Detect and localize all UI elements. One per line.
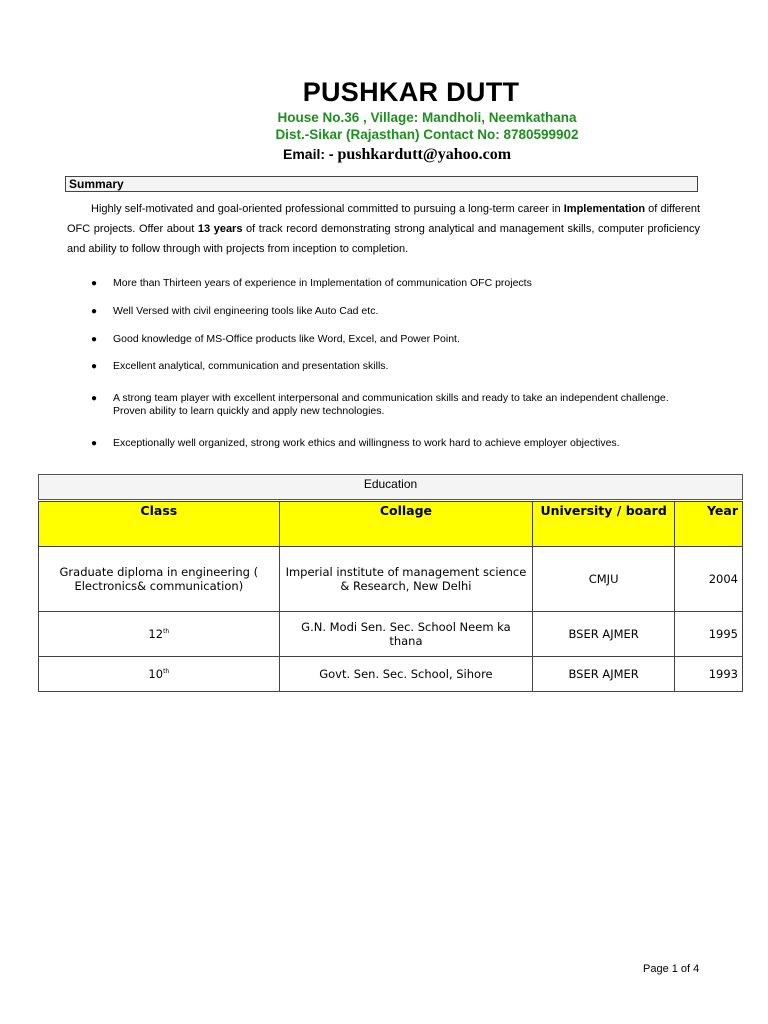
bullet-item bbox=[91, 392, 703, 418]
education-header-row bbox=[39, 502, 743, 547]
column-header-class: Class bbox=[39, 502, 280, 547]
class-text: 12 bbox=[148, 627, 164, 641]
cell-board: BSER AJMER bbox=[533, 657, 675, 692]
education-heading: Education bbox=[38, 474, 743, 500]
cell-college: Imperial institute of management science & Research, New Delhi bbox=[279, 547, 533, 612]
cell-board: CMJU bbox=[533, 547, 675, 612]
bullet-icon: ● bbox=[91, 334, 98, 345]
bullet-icon: ● bbox=[91, 438, 98, 449]
column-header-collage: Collage bbox=[279, 502, 533, 547]
cell-year: 1995 bbox=[675, 612, 743, 657]
summary-heading: Summary bbox=[65, 176, 698, 192]
bullet-item bbox=[91, 333, 703, 346]
class-text: 10 bbox=[148, 667, 164, 681]
table-row bbox=[39, 547, 743, 612]
page-number: Page 1 of 4 bbox=[643, 963, 700, 975]
bullet-text: Well Versed with civil engineering tools like Auto Cad etc. bbox=[113, 305, 379, 317]
cell-year: 1993 bbox=[675, 657, 743, 692]
summary-text: of different OFC projects. Offer about bbox=[67, 203, 701, 235]
bullet-item bbox=[91, 437, 703, 450]
class-superscript: th bbox=[163, 668, 170, 676]
email-label: Email: - bbox=[283, 146, 338, 162]
summary-bold-text: Implementation bbox=[563, 203, 646, 215]
bullet-text: A strong team player with excellent interpersonal and communication skills and ready to take an independent challenge. Proven ability to learn quickly and apply new technologies. bbox=[113, 392, 669, 417]
bullet-icon: ● bbox=[91, 306, 98, 317]
cell-college: G.N. Modi Sen. Sec. School Neem ka thana bbox=[279, 612, 533, 657]
summary-paragraph bbox=[67, 199, 700, 259]
class-superscript: th bbox=[163, 628, 170, 636]
bullet-icon: ● bbox=[91, 278, 98, 289]
summary-text: Highly self-motivated and goal-oriented professional committed to pursuing a long-term career in bbox=[91, 203, 564, 215]
bullet-text: Excellent analytical, communication and presentation skills. bbox=[113, 360, 389, 372]
cell-class bbox=[39, 657, 280, 692]
bullet-text: Exceptionally well organized, strong work ethics and willingness to work hard to achieve employer objectives. bbox=[113, 437, 620, 449]
bullet-text: More than Thirteen years of experience in Implementation of communication OFC projects bbox=[113, 277, 532, 289]
bullet-item bbox=[91, 277, 703, 290]
address-line-1: House No.36 , Village: Mandholi, Neemkathana bbox=[277, 110, 577, 125]
class-text: Graduate diploma in engineering ( Electronics& communication) bbox=[59, 565, 259, 593]
bullet-text: Good knowledge of MS-Office products like Word, Excel, and Power Point. bbox=[113, 333, 460, 345]
cell-year: 2004 bbox=[675, 547, 743, 612]
bullet-icon: ● bbox=[91, 361, 98, 372]
cell-board: BSER AJMER bbox=[533, 612, 675, 657]
column-header-year: Year bbox=[675, 502, 743, 547]
cell-class bbox=[39, 547, 280, 612]
education-table bbox=[38, 501, 743, 692]
summary-text: of track record demonstrating strong analytical and management skills, computer proficiency and ability to follow through with projects from inception to completion. bbox=[67, 223, 701, 255]
bullet-item bbox=[91, 305, 703, 318]
candidate-name: PUSHKAR DUTT bbox=[302, 77, 520, 107]
cell-college: Govt. Sen. Sec. School, Sihore bbox=[279, 657, 533, 692]
cell-class bbox=[39, 612, 280, 657]
bullet-icon: ● bbox=[91, 393, 98, 404]
column-header-board: University / board bbox=[533, 502, 675, 547]
bullet-item bbox=[91, 360, 703, 373]
email-value: pushkardutt@yahoo.com bbox=[337, 146, 512, 163]
email-line bbox=[283, 146, 511, 164]
table-row bbox=[39, 657, 743, 692]
address-line-2: Dist.-Sikar (Rajasthan) Contact No: 8780599902 bbox=[275, 127, 579, 142]
table-row bbox=[39, 612, 743, 657]
summary-bold-text: 13 years bbox=[197, 223, 243, 235]
